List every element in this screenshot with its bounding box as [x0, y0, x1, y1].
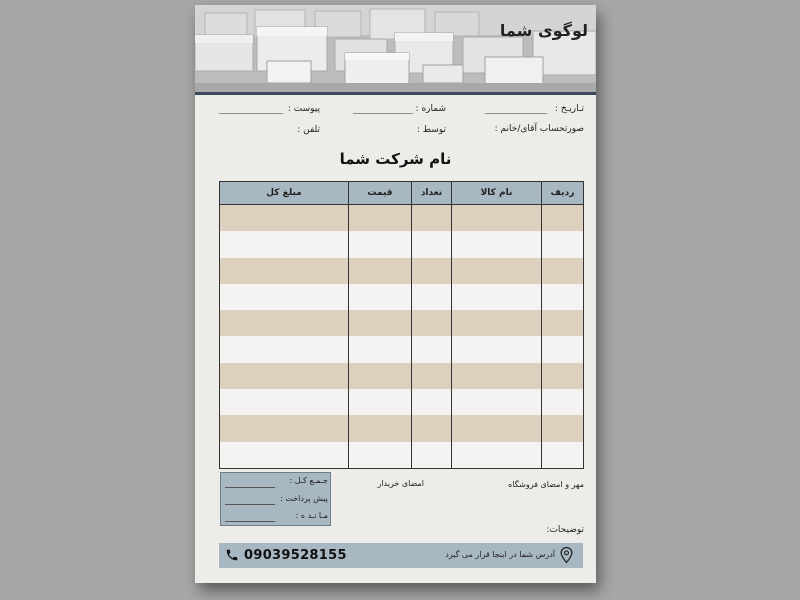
attachment-label: پیوست :	[287, 104, 320, 114]
table-row	[220, 363, 584, 389]
table-cell[interactable]	[542, 363, 584, 389]
table-cell[interactable]	[452, 415, 542, 441]
total-line	[225, 487, 275, 488]
invoice-sheet	[195, 5, 596, 583]
table-cell[interactable]	[220, 363, 349, 389]
table-cell[interactable]	[452, 336, 542, 362]
table-cell[interactable]	[542, 415, 584, 441]
footer-bar	[219, 543, 583, 568]
table-cell[interactable]	[412, 231, 452, 257]
table-cell[interactable]	[349, 336, 412, 362]
col-header-price: قیمت	[349, 182, 412, 205]
table-cell[interactable]	[220, 258, 349, 284]
table-cell[interactable]	[349, 442, 412, 469]
header-photo	[195, 5, 596, 92]
table-cell[interactable]	[349, 363, 412, 389]
prepayment-label: پیش پرداخت :	[280, 494, 328, 503]
logo-text: لوگوی شما	[499, 21, 588, 40]
table-cell[interactable]	[220, 389, 349, 415]
table-cell[interactable]	[542, 258, 584, 284]
table-row	[220, 231, 584, 257]
table-cell[interactable]	[412, 258, 452, 284]
footer-phone-number: 09039528155	[244, 548, 347, 563]
table-cell[interactable]	[220, 310, 349, 336]
items-table-body	[220, 205, 584, 469]
table-cell[interactable]	[542, 310, 584, 336]
total-label: جـمـع کـل :	[289, 476, 328, 485]
by-label: توسط :	[416, 125, 446, 135]
table-cell[interactable]	[542, 284, 584, 310]
table-cell[interactable]	[349, 284, 412, 310]
table-row	[220, 336, 584, 362]
table-cell[interactable]	[452, 231, 542, 257]
table-cell[interactable]	[412, 284, 452, 310]
table-cell[interactable]	[452, 310, 542, 336]
table-cell[interactable]	[412, 363, 452, 389]
table-cell[interactable]	[412, 415, 452, 441]
totals-box	[220, 472, 331, 526]
table-cell[interactable]	[452, 442, 542, 469]
table-cell[interactable]	[412, 389, 452, 415]
buyer-signature-label: امضای خریدار	[377, 479, 424, 488]
table-cell[interactable]	[220, 442, 349, 469]
shop-signature-label: مهر و امضای فروشگاه	[508, 480, 584, 489]
col-header-total-amount: مبلغ کل	[220, 182, 349, 205]
number-label: شماره :	[415, 104, 446, 114]
table-cell[interactable]	[349, 258, 412, 284]
table-cell[interactable]	[412, 310, 452, 336]
account-label: صورتحساب آقای/خانم :	[494, 124, 584, 134]
remaining-label: مـا نـد ه :	[295, 511, 328, 520]
remaining-line	[225, 521, 275, 522]
table-cell[interactable]	[349, 205, 412, 232]
col-header-item-name: نام کالا	[452, 182, 542, 205]
location-pin-icon	[560, 547, 573, 563]
table-cell[interactable]	[542, 205, 584, 232]
table-row	[220, 258, 584, 284]
table-cell[interactable]	[412, 205, 452, 232]
col-header-row-number: ردیف	[542, 182, 584, 205]
date-line	[485, 113, 547, 114]
table-cell[interactable]	[349, 231, 412, 257]
table-row	[220, 205, 584, 232]
table-cell[interactable]	[412, 442, 452, 469]
table-cell[interactable]	[349, 415, 412, 441]
table-cell[interactable]	[220, 205, 349, 232]
table-cell[interactable]	[452, 258, 542, 284]
table-row	[220, 284, 584, 310]
phone-icon	[225, 548, 239, 562]
company-name: نام شرکت شما	[339, 150, 452, 168]
phone-label: تلفن :	[297, 125, 320, 135]
table-cell[interactable]	[542, 231, 584, 257]
table-cell[interactable]	[452, 284, 542, 310]
boxes-photo	[195, 5, 596, 92]
table-cell[interactable]	[542, 442, 584, 469]
notes-label: توضیحات:	[546, 525, 584, 535]
table-cell[interactable]	[220, 415, 349, 441]
table-row	[220, 415, 584, 441]
table-cell[interactable]	[220, 336, 349, 362]
table-cell[interactable]	[452, 389, 542, 415]
table-cell[interactable]	[542, 389, 584, 415]
table-cell[interactable]	[452, 205, 542, 232]
table-header-row	[220, 182, 584, 205]
col-header-quantity: تعداد	[412, 182, 452, 205]
header-divider	[195, 92, 596, 95]
table-row	[220, 310, 584, 336]
prepayment-line	[225, 504, 275, 505]
table-cell[interactable]	[412, 336, 452, 362]
table-cell[interactable]	[220, 231, 349, 257]
table-cell[interactable]	[349, 389, 412, 415]
table-cell[interactable]	[452, 363, 542, 389]
footer-address: آدرس شما در اینجا قرار می گیرد	[445, 550, 555, 559]
attachment-line	[219, 113, 283, 114]
table-row	[220, 442, 584, 469]
table-cell[interactable]	[542, 336, 584, 362]
table-row	[220, 389, 584, 415]
number-line	[353, 113, 413, 114]
table-cell[interactable]	[349, 310, 412, 336]
date-label: تـاریـخ :	[554, 104, 584, 114]
table-cell[interactable]	[220, 284, 349, 310]
items-table	[219, 181, 584, 469]
